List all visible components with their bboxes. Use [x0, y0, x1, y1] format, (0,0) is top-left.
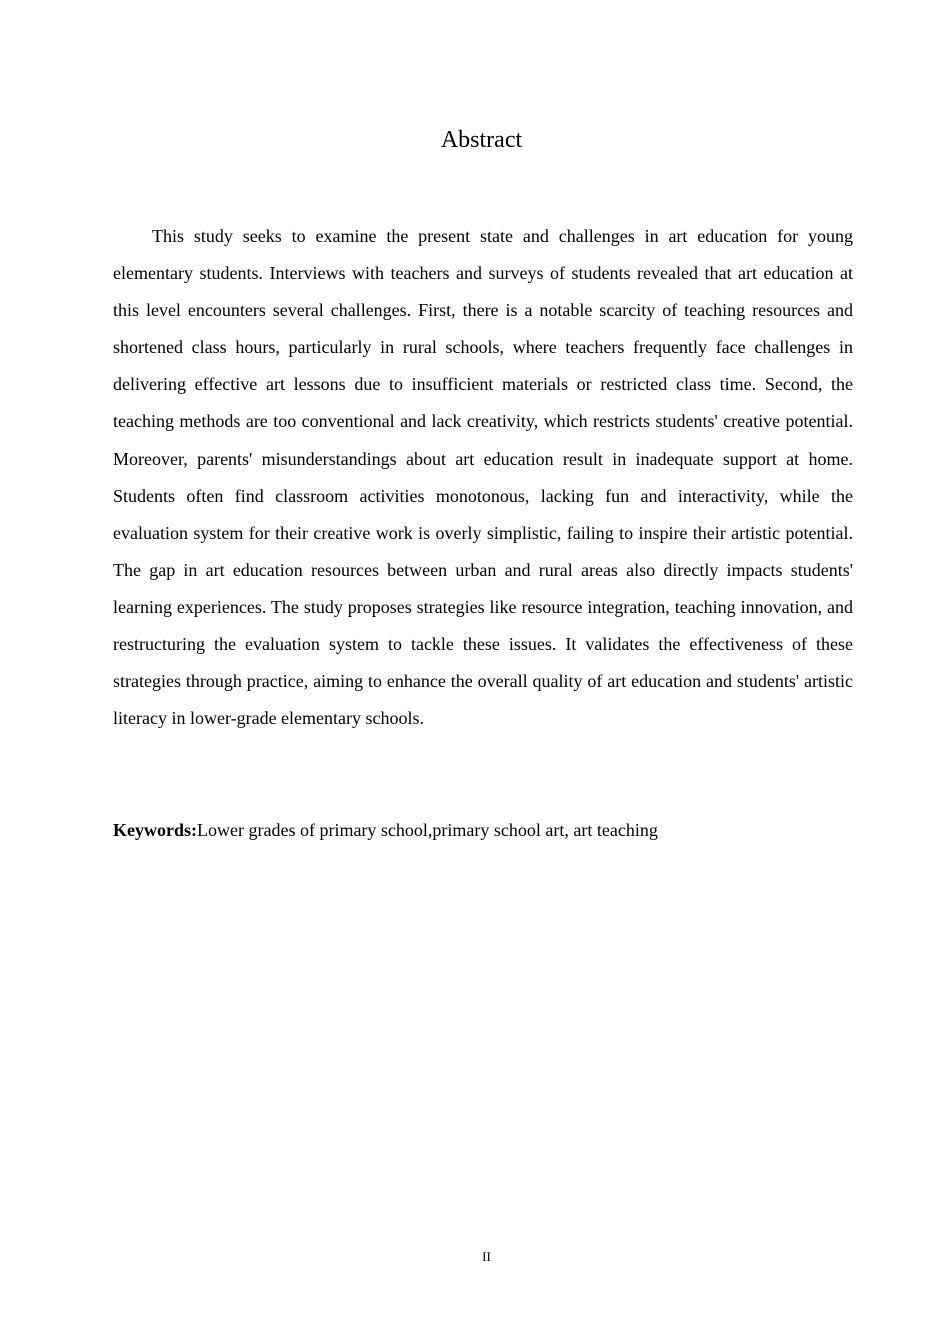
abstract-body: This study seeks to examine the present state and challenges in art education for young elementary students. Interviews with teachers and surveys of students revealed that art education at this level encounters several challenges. First, there is a notable scarcity of teaching resources and shortened class hours, particularly in rural schools, where teachers frequently face challenges in delivering effective art lessons due to insufficient materials or restricted class time. Second, the teaching methods are too conventional and lack creativity, which restricts students' creative potential. Moreover, parents' misunderstandings about art education result in inadequate support at home. Students often find classroom activities monotonous, lacking fun and interactivity, while the evaluation system for their creative work is overly simplistic, failing to inspire their artistic potential. The gap in art education resources between urban and rural areas also directly impacts students' learning experiences. The study proposes strategies like resource integration, teaching innovation, and restructuring the evaluation system to tackle these issues. It validates the effectiveness of these strategies through practice, aiming to enhance the overall quality of art education and students' artistic literacy in lower-grade elementary schools.	[113, 226, 853, 729]
abstract-title: Abstract	[440, 127, 523, 153]
keywords-text: Lower grades of primary school,primary school art, art teaching	[197, 820, 658, 840]
keywords-label: Keywords:	[113, 820, 197, 840]
page-number: II	[482, 1249, 491, 1264]
keywords-line	[113, 812, 853, 849]
